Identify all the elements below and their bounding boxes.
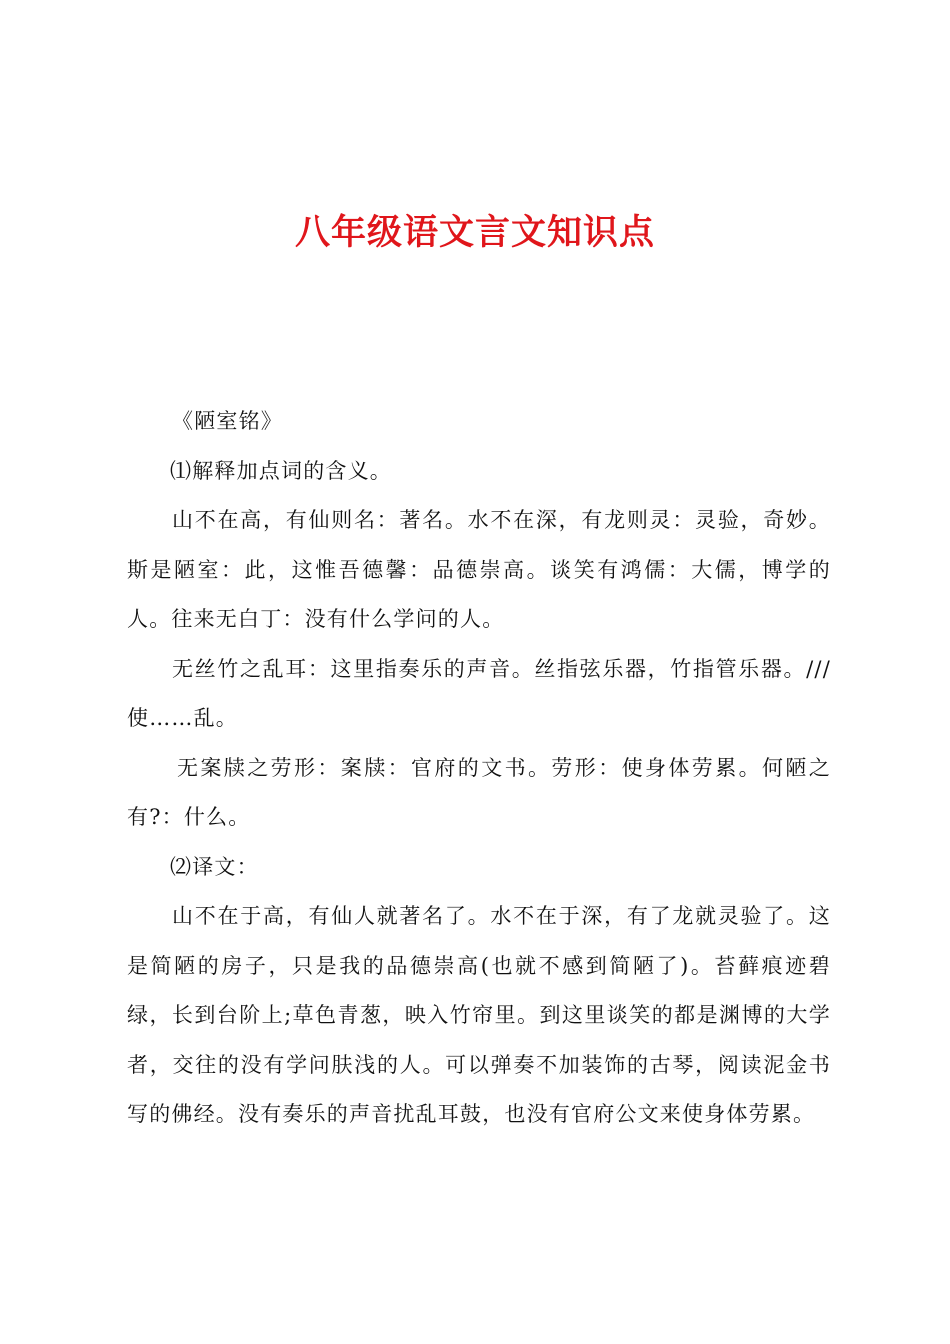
paragraph-translation: 山不在于高，有仙人就著名了。水不在于深，有了龙就灵验了。这是简陋的房子，只是我的品德崇高(也就不感到简陋了)。苔藓痕迹碧绿，长到台阶上;草色青葱，映入竹帘里。到这里谈笑的都是渊博的大学者，交往的没有学问肤浅的人。可以弹奏不加装饰的古琴，阅读泥金书写的佛经。没有奏乐的声音扰乱耳鼓，也没有官府公文来使身体劳累。 bbox=[127, 904, 831, 1126]
document-title: 八年级语文言文知识点 bbox=[294, 212, 655, 253]
section-heading-explain-words: ⑴解释加点词的含义。 bbox=[170, 458, 392, 483]
paragraph-word-explanations-2: 无丝竹之乱耳：这里指奏乐的声音。丝指弦乐器，竹指管乐器。///使……乱。 bbox=[127, 656, 831, 730]
document-body bbox=[127, 397, 831, 1140]
paragraph-word-explanations-3: 无案牍之劳形：案牍：官府的文书。劳形：使身体劳累。何陋之有?：什么。 bbox=[127, 755, 831, 829]
paragraph-word-explanations-1: 山不在高，有仙则名：著名。水不在深，有龙则灵：灵验，奇妙。斯是陋室：此，这惟吾德馨：品德崇高。谈笑有鸿儒：大儒，博学的人。往来无白丁：没有什么学问的人。 bbox=[127, 508, 831, 631]
section-heading-translation: ⑵译文： bbox=[170, 854, 259, 879]
text-title-lou-shi-ming: 《陋室铭》 bbox=[172, 409, 283, 433]
